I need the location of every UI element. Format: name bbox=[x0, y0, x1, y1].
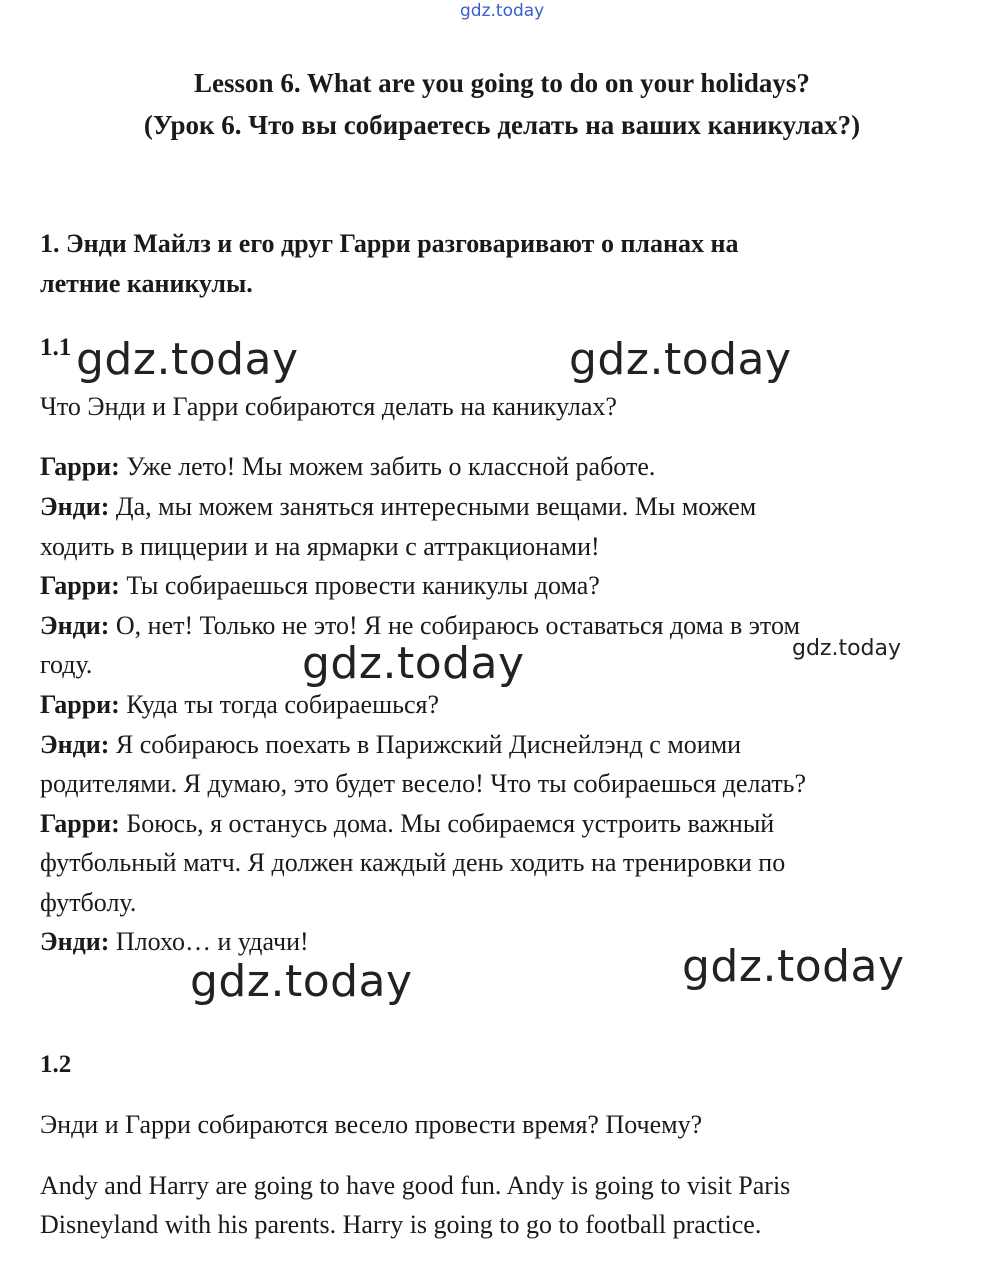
speaker-label: Энди: bbox=[40, 611, 110, 640]
lesson-title-ru: (Урок 6. Что вы собираетесь делать на ваших каникулах?) bbox=[143, 110, 861, 140]
dialogue-line-cont: футбольный матч. Я должен каждый день ходить на тренировки по bbox=[40, 848, 786, 877]
watermark: gdz.today bbox=[302, 638, 525, 689]
speaker-label: Гарри: bbox=[40, 809, 120, 838]
dialogue-line bbox=[40, 732, 741, 758]
watermark: gdz.today bbox=[682, 941, 905, 992]
line-text: О, нет! Только не это! Я не собираюсь оставаться дома в этом bbox=[109, 611, 800, 640]
watermark-top: gdz.today bbox=[460, 1, 545, 21]
line-text: Я собираюсь поехать в Парижский Диснейлэнд с моими bbox=[109, 730, 742, 759]
dialogue-line bbox=[40, 811, 774, 837]
subsection-question: Энди и Гарри собираются весело провести время? Почему? bbox=[40, 1110, 703, 1139]
dialogue-line bbox=[40, 494, 756, 520]
dialogue-line bbox=[40, 929, 309, 955]
dialogue-line bbox=[40, 692, 439, 718]
section-heading: 1. Энди Майлз и его друг Гарри разговаривают о планах на bbox=[40, 229, 739, 258]
dialogue-line-cont: футболу. bbox=[40, 888, 137, 917]
subsection-number: 1.1 bbox=[40, 334, 72, 361]
speaker-label: Энди: bbox=[40, 927, 110, 956]
dialogue-line bbox=[40, 613, 800, 639]
speaker-label: Энди: bbox=[40, 492, 110, 521]
watermark: gdz.today bbox=[190, 956, 413, 1007]
speaker-label: Энди: bbox=[40, 730, 110, 759]
watermark: gdz.today bbox=[76, 334, 299, 385]
section-heading-cont: летние каникулы. bbox=[40, 269, 253, 298]
lesson-title-en: Lesson 6. What are you going to do on your holidays? bbox=[194, 68, 810, 98]
dialogue-line bbox=[40, 454, 655, 480]
dialogue-line-cont: родителями. Я думаю, это будет весело! Что ты собираешься делать? bbox=[40, 769, 807, 798]
speaker-label: Гарри: bbox=[40, 690, 120, 719]
answer-line: Andy and Harry are going to have good fun. Andy is going to visit Paris bbox=[40, 1171, 791, 1200]
line-text: Куда ты тогда собираешься? bbox=[119, 690, 440, 719]
speaker-label: Гарри: bbox=[40, 452, 120, 481]
dialogue-line-cont: ходить в пиццерии и на ярмарки с аттракционами! bbox=[40, 532, 600, 561]
speaker-label: Гарри: bbox=[40, 571, 120, 600]
line-text: Плохо… и удачи! bbox=[109, 927, 309, 956]
dialogue-line-cont: году. bbox=[40, 650, 93, 679]
line-text: Да, мы можем заняться интересными вещами. Мы можем bbox=[109, 492, 757, 521]
subsection-number: 1.2 bbox=[40, 1051, 72, 1078]
watermark: gdz.today bbox=[792, 636, 902, 661]
line-text: Боюсь, я останусь дома. Мы собираемся устроить важный bbox=[119, 809, 775, 838]
subsection-question: Что Энди и Гарри собираются делать на каникулах? bbox=[40, 392, 617, 421]
answer-line: Disneyland with his parents. Harry is going to go to football practice. bbox=[40, 1210, 762, 1239]
line-text: Ты собираешься провести каникулы дома? bbox=[119, 571, 600, 600]
dialogue-line bbox=[40, 573, 600, 599]
line-text: Уже лето! Мы можем забить о классной работе. bbox=[119, 452, 656, 481]
watermark: gdz.today bbox=[569, 334, 792, 385]
